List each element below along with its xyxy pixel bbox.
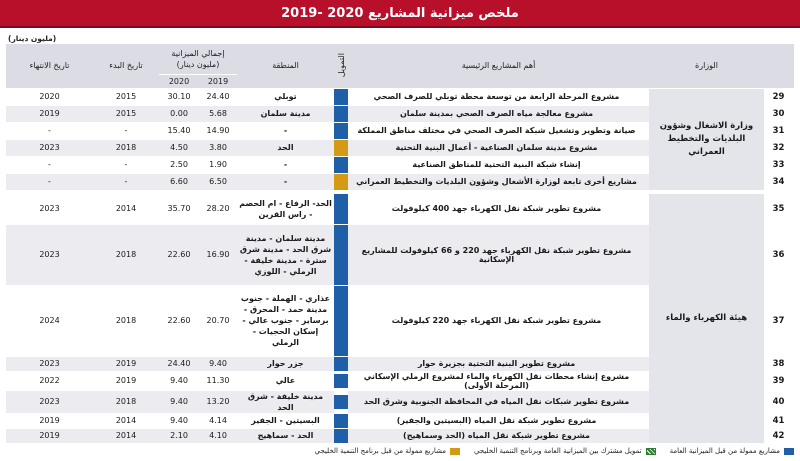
legend-swatch-gcc [450,448,460,455]
start-date: 2018 [93,390,159,413]
funding-indicator [334,122,348,139]
region: - [237,156,334,173]
end-date: 2023 [6,390,93,413]
region: - [237,173,334,190]
budget-2020: 24.40 [159,356,199,371]
row-number: 40 [764,390,794,413]
header-year-2019: 2019 [199,74,237,88]
header-year-2020: 2020 [159,74,199,88]
header-funding: التمويل [334,44,348,88]
end-date: 2023 [6,224,93,285]
header-budget-total-label: إجمالي الميزانية [171,48,225,58]
legend-item-gcc [315,447,460,455]
header-end-date: تاريخ الانتهاء [6,44,93,88]
budget-2019: 20.70 [199,285,237,356]
table-row [6,193,794,224]
page-title: ملخص ميزانية المشاريع 2020 -2019 [0,0,800,28]
budget-2019: 9.40 [199,356,237,371]
budget-2020: 22.60 [159,285,199,356]
row-number: 36 [764,224,794,285]
start-date: - [93,173,159,190]
project-name: مشروع معالجة مياه الصرف الصحي بمدينة سلمان [348,105,649,122]
budget-2020: 30.10 [159,88,199,105]
budget-2019: 24.40 [199,88,237,105]
start-date: 2015 [93,105,159,122]
start-date: 2014 [93,193,159,224]
budget-2020: 22.60 [159,224,199,285]
region: - [237,122,334,139]
region: عالي [237,371,334,390]
budget-2019: 11.30 [199,371,237,390]
funding-indicator [334,428,348,443]
budget-2020: 2.50 [159,156,199,173]
budget-2020: 9.40 [159,371,199,390]
project-name: مشروع إنشاء محطات نقل الكهرباء والماء لمشروع الرملي الإسكاني (المرحلة الأولى) [348,371,649,390]
row-number: 29 [764,88,794,105]
budget-2020: 9.40 [159,413,199,428]
project-name: مشروع المرحلة الرابعة من توسعة محطة توبلي للصرف الصحي [348,88,649,105]
budget-2020: 4.50 [159,139,199,156]
project-name: مشروع تطوير البنية التحتية بجزيرة حوار [348,356,649,371]
budget-2019: 1.90 [199,156,237,173]
legend [6,444,794,458]
funding-indicator [334,356,348,371]
project-name: مشروع مدينة سلمان الصناعية - أعمال البنية التحتية [348,139,649,156]
funding-indicator [334,390,348,413]
end-date: 2019 [6,428,93,443]
project-name: مشروع تطوير شبكة نقل الكهرباء جهد 400 كيلوفولت [348,193,649,224]
legend-swatch-shared [646,448,656,455]
row-number: 41 [764,413,794,428]
region: الحد- الرفاع - ام الحصم - راس القرين [237,193,334,224]
row-number: 32 [764,139,794,156]
start-date: 2014 [93,413,159,428]
funding-indicator [334,285,348,356]
region: عذاري - الهملة - جنوب مدينة حمد - المحرق - برساير - جنوب عالي - إسكان الحجيات - الرملي [237,285,334,356]
header-start-date: تاريخ البدء [93,44,159,88]
budget-2019: 4.14 [199,413,237,428]
row-number: 34 [764,173,794,190]
project-name: مشروع تطوير شبكة نقل المياه (الحد وسماهيج) [348,428,649,443]
end-date: 2022 [6,371,93,390]
legend-item-gov [670,447,794,455]
budget-2019: 3.80 [199,139,237,156]
budget-table [6,44,795,444]
row-number: 31 [764,122,794,139]
funding-indicator [334,139,348,156]
project-name: مشروع تطوير شبكة نقل الكهرباء جهد 220 كيلوفولت [348,285,649,356]
budget-2020: 2.10 [159,428,199,443]
row-number: 42 [764,428,794,443]
project-name: مشاريع أخرى تابعة لوزارة الأشغال وشؤون البلديات والتخطيط العمراني [348,173,649,190]
budget-2019: 5.68 [199,105,237,122]
region: توبلي [237,88,334,105]
ministry-cell: وزارة الاشغال وشؤون البلديات والتخطيط العمراني [649,88,764,190]
funding-indicator [334,105,348,122]
budget-2019: 13.20 [199,390,237,413]
start-date: 2018 [93,285,159,356]
project-name: إنشاء شبكة البنية التحتية للمناطق الصناعية [348,156,649,173]
end-date: - [6,173,93,190]
header-project: أهم المشاريع الرئيسية [348,44,649,88]
start-date: 2019 [93,371,159,390]
funding-indicator [334,193,348,224]
start-date: 2014 [93,428,159,443]
budget-2019: 14.90 [199,122,237,139]
start-date: 2019 [93,356,159,371]
project-name: صيانة وتطوير وتشغيل شبكة الصرف الصحي في مختلف مناطق المملكة [348,122,649,139]
budget-2020: 35.70 [159,193,199,224]
budget-2019: 28.20 [199,193,237,224]
region: مدينة خليفة - شرق الحد [237,390,334,413]
budget-2019: 4.10 [199,428,237,443]
project-name: مشروع تطوير شبكة نقل المياه (البسيتين والجفير) [348,413,649,428]
region: جزر حوار [237,356,334,371]
row-number: 37 [764,285,794,356]
region: الحد - سماهيج [237,428,334,443]
end-date: - [6,156,93,173]
region: مدينة سلمان [237,105,334,122]
legend-label-gcc: مشاريع ممولة من قبل برنامج التنمية الخليجي [314,447,446,455]
funding-indicator [334,88,348,105]
funding-indicator [334,156,348,173]
funding-indicator [334,371,348,390]
header-region: المنطقة [237,44,334,88]
start-date: 2018 [93,139,159,156]
project-name: مشروع تطوير شبكات نقل المياه في المحافظة الجنوبية وشرق الحد [348,390,649,413]
region: الحد [237,139,334,156]
row-number: 38 [764,356,794,371]
budget-2019: 16.90 [199,224,237,285]
start-date: 2015 [93,88,159,105]
row-number: 33 [764,156,794,173]
legend-label-shared: تمويل مشترك بين الميزانية العامة وبرنامج التنمية الخليجي [473,447,642,455]
end-date: - [6,122,93,139]
header-ministry: الوزارة [649,44,764,88]
budget-2020: 0.00 [159,105,199,122]
end-date: 2023 [6,356,93,371]
row-number: 30 [764,105,794,122]
start-date: 2018 [93,224,159,285]
row-number: 35 [764,193,794,224]
region: مدينة سلمان - مدينة شرق الحد - مدينة شرق سترة - مدينة خليفة - الرملي - اللوزي [237,224,334,285]
header-budget-total [159,44,237,74]
region: البسيتين - الجفير [237,413,334,428]
funding-indicator [334,413,348,428]
legend-label-gov: مشاريع ممولة من قبل الميزانية العامة [669,447,780,455]
header-budget-unit: (مليون دينار) [176,59,220,69]
start-date: - [93,156,159,173]
funding-indicator [334,173,348,190]
budget-2020: 15.40 [159,122,199,139]
funding-indicator [334,224,348,285]
budget-2020: 9.40 [159,390,199,413]
end-date: 2019 [6,105,93,122]
budget-2020: 6.60 [159,173,199,190]
table-row [6,88,794,105]
header-row-no [764,44,794,88]
legend-item-shared [474,447,656,455]
end-date: 2023 [6,139,93,156]
start-date: - [93,122,159,139]
legend-swatch-gov [784,448,794,455]
end-date: 2019 [6,413,93,428]
budget-2019: 6.50 [199,173,237,190]
end-date: 2020 [6,88,93,105]
ministry-cell: هيئة الكهرباء والماء [649,193,764,443]
unit-note: (مليون دينار) [8,34,57,43]
project-name: مشروع تطوير شبكة نقل الكهرباء جهد 220 و 66 كيلوفولت للمشاريع الإسكانية [348,224,649,285]
row-number: 39 [764,371,794,390]
end-date: 2023 [6,193,93,224]
end-date: 2024 [6,285,93,356]
